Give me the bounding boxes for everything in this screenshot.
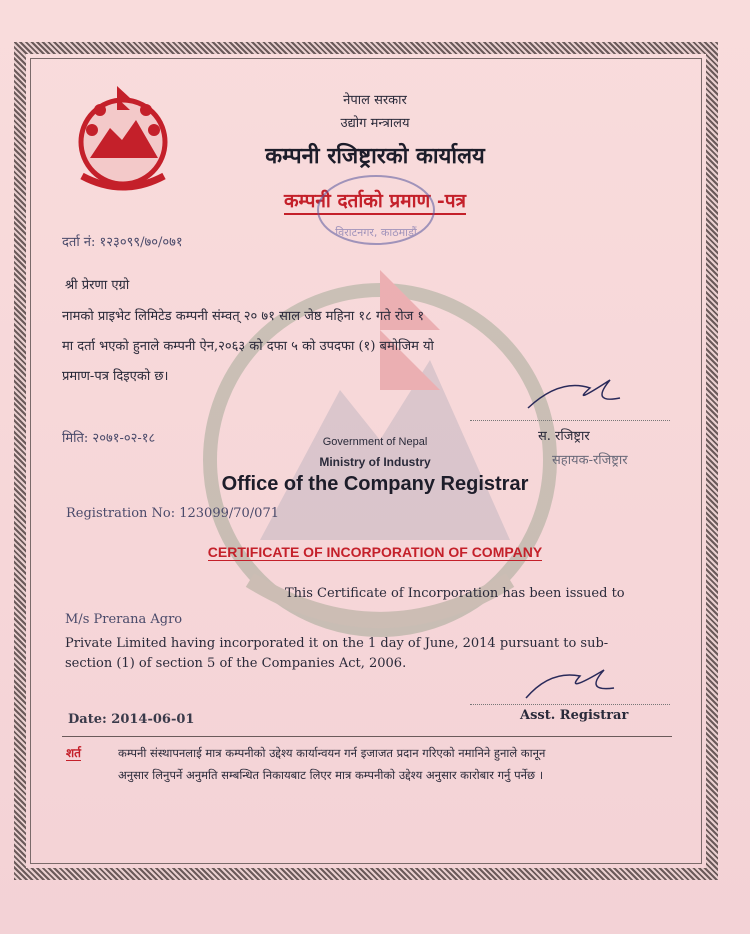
condition-line: अनुसार लिनुपर्ने अनुमति सम्बन्धित निकायबाट लिएर मात्र कम्पनीको उद्देश्य अनुसार कारोबार गर्नु पर्नेछ । [118,768,544,782]
condition-label: शर्त [66,746,82,760]
nepali-signatory-stamp: सहायक-रजिष्ट्रार [552,453,628,468]
signature-nepali [520,368,630,418]
english-certificate-title: CERTIFICATE OF INCORPORATION OF COMPANY [207,544,543,560]
nepali-date: मिति: २०७१-०२-१८ [62,431,156,446]
nepali-paragraph-line: मा दर्ता भएको हुनाले कम्पनी ऐन,२०६३ को दफा ५ को उपदफा (१) बमोजिम यो [62,339,434,354]
condition-divider [62,736,672,737]
english-ministry-heading: Ministry of Industry [319,455,431,469]
office-stamp [312,168,440,252]
nepali-paragraph-line: प्रमाण-पत्र दिइएको छ। [62,369,169,384]
svg-text:विराटनगर, काठमाडौं: विराटनगर, काठमाडौं [335,226,417,239]
nepali-office-title: कम्पनी रजिष्ट्रारको कार्यालय [265,143,485,169]
nepali-certificate-title: कम्पनी दर्ताको प्रमाण -पत्र [0,187,750,213]
signature-line [470,704,670,705]
english-paragraph-line: Private Limited having incorporated it on the 1 day of June, 2014 pursuant to sub- [65,636,609,651]
nepali-signatory: स. रजिष्ट्रार [538,429,590,444]
signature-line [470,420,670,421]
nepali-registration-number: दर्ता नं: १२३०९९/७०/०७१ [62,235,183,250]
english-registration-number: Registration No: 123099/70/071 [66,506,279,521]
english-signatory: Asst. Registrar [520,708,629,723]
nepali-paragraph-line: नामको प्राइभेट लिमिटेड कम्पनी संम्वत् २० ७१ साल जेष्ठ महिना १८ गते रोज १ [62,309,425,324]
english-date: Date: 2014-06-01 [68,712,195,727]
condition-line: कम्पनी संस्थापनलाई मात्र कम्पनीको उद्देश्य कार्यान्वयन गर्न इजाजत प्रदान गरिएको नमानिने हुनाले कानून [118,746,546,760]
english-gov-heading: Government of Nepal [322,436,428,448]
english-paragraph-line: section (1) of section 5 of the Companies Act, 2006. [65,656,407,671]
nepali-gov-heading: नेपाल सरकार [343,93,407,108]
nepali-company-name: श्री प्रेरणा एग्रो [65,278,130,293]
english-office-title: Office of the Company Registrar [221,473,529,495]
signature-english [520,660,620,706]
nepali-ministry-heading: उद्योग मन्त्रालय [340,116,410,131]
issued-statement: This Certificate of Incorporation has been issued to [285,586,625,601]
english-company-name: M/s Prerana Agro [65,612,183,627]
